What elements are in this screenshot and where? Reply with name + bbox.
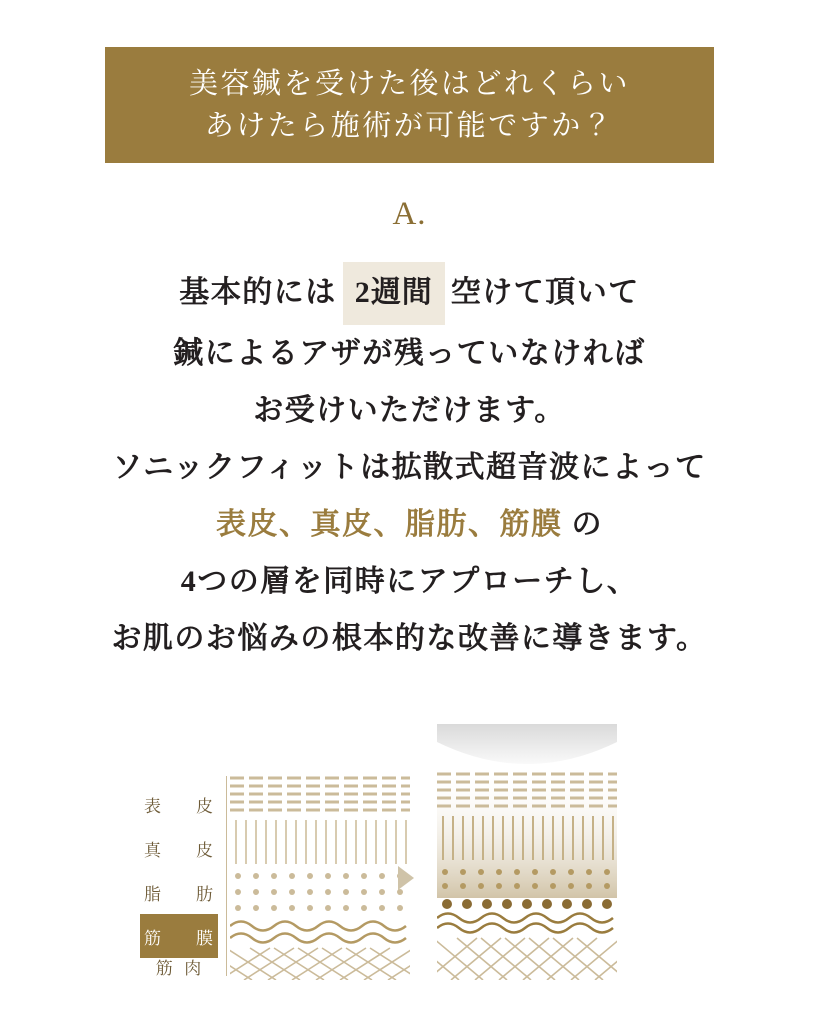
layer-label-dermis-char1: 真 (144, 840, 162, 860)
layer-label-fat-char1: 脂 (144, 884, 162, 904)
layer-label-epidermis-char1: 表 (144, 796, 162, 816)
after-illustration (437, 724, 617, 980)
diagram-panel-after (437, 724, 617, 980)
question-banner (105, 47, 714, 163)
layer-label-column (140, 782, 218, 958)
layer-label-epidermis-char2: 皮 (196, 796, 214, 816)
layer-label-epidermis (140, 782, 218, 826)
layer-label-fat (140, 870, 218, 914)
before-illustration (230, 772, 410, 980)
layer-label-fascia (140, 914, 218, 958)
answer-line-1 (0, 262, 819, 325)
answer-line-5-gold: 表皮、真皮、脂肪、筋膜 (216, 508, 563, 541)
answer-line-1-pre: 基本的には (179, 276, 337, 309)
diagram-panel-before (230, 772, 410, 980)
answer-line-1-post: 空けて頂いて (450, 276, 640, 309)
answer-line-5 (0, 496, 819, 553)
answer-line-7: お肌のお悩みの根本的な改善に導きます。 (111, 622, 708, 655)
answer-marker: A. (392, 196, 427, 232)
skin-layer-diagram (140, 716, 680, 986)
answer-line-3: お受けいただけます。 (253, 394, 566, 427)
answer-line-1-highlight: 2週間 (343, 262, 445, 325)
layer-label-fat-char2: 肪 (196, 884, 214, 904)
layer-label-fascia-char1: 筋 (144, 928, 162, 948)
answer-line-6: 4つの層を同時にアプローチし、 (180, 565, 639, 598)
layer-label-dermis-char2: 皮 (196, 840, 214, 860)
layer-label-muscle-char2: 肉 (184, 959, 203, 978)
question-line-1: 美容鍼を受けた後はどれくらい (188, 67, 630, 100)
diagram-divider (226, 776, 227, 976)
layer-label-muscle-char1: 筋 (155, 959, 174, 978)
answer-body (0, 262, 819, 667)
arrow-icon (398, 866, 414, 890)
question-line-2: あけたら施術が可能ですか？ (204, 110, 615, 142)
layer-label-dermis (140, 826, 218, 870)
layer-label-muscle (140, 954, 218, 979)
answer-line-5-post: の (571, 508, 603, 541)
answer-line-4: ソニックフィットは拡散式超音波によって (112, 451, 707, 484)
answer-line-2: 鍼によるアザが残っていなければ (173, 337, 646, 370)
layer-label-fascia-char2: 膜 (196, 928, 214, 948)
